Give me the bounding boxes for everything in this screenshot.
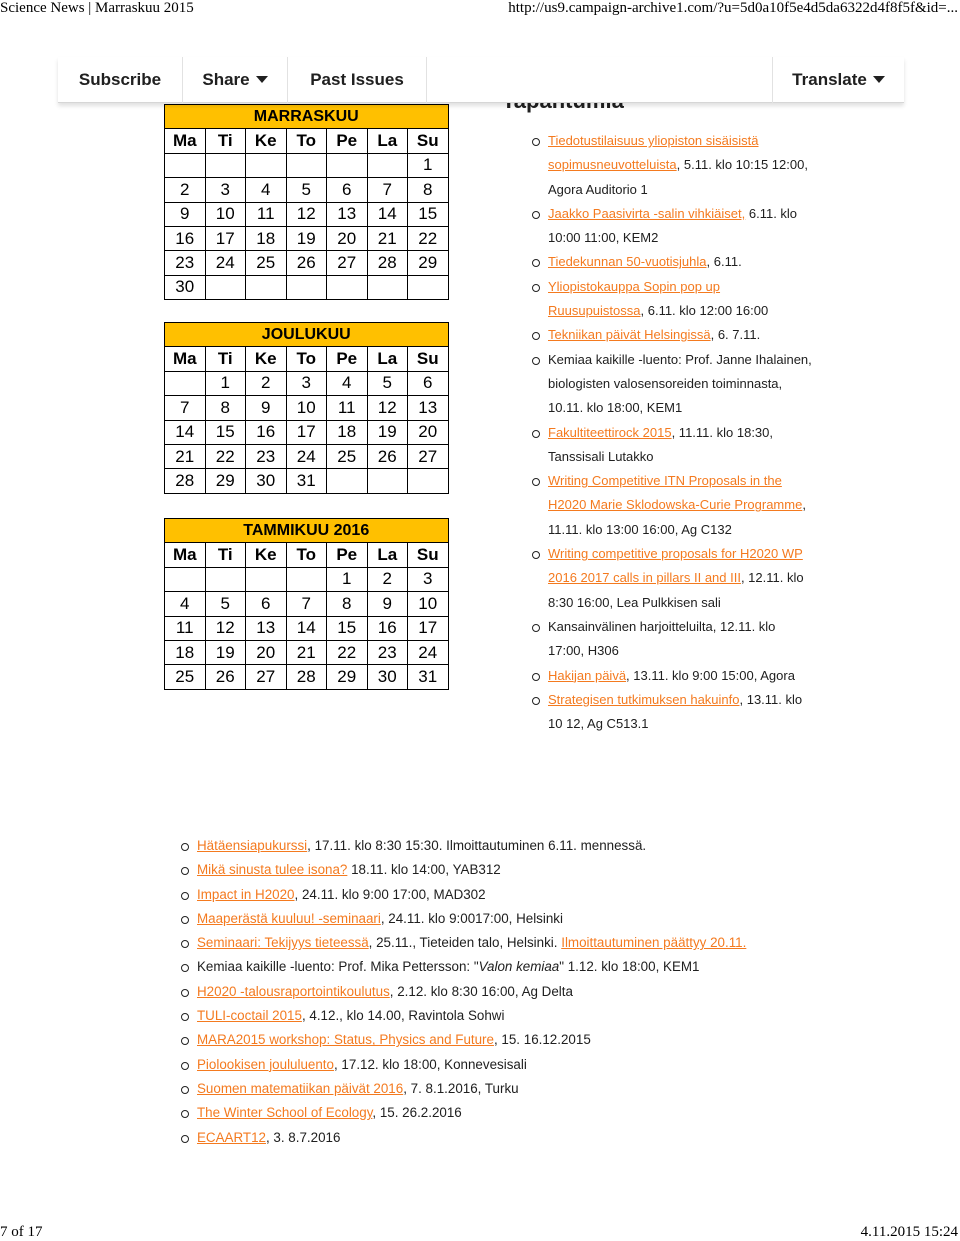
weekday-header: To [286, 347, 327, 371]
event-link[interactable]: Fakultiteettirock 2015 [548, 424, 672, 440]
event-link[interactable]: Piolookisen joululuento [197, 1056, 334, 1072]
event-details: , 11.11. klo 18:30, Tanssisali Lutakko [548, 424, 774, 464]
calendar-day: 22 [205, 444, 246, 468]
calendar-day [205, 567, 246, 591]
event-details: , 4.12., klo 14.00, Ravintola Sohwi [301, 1008, 505, 1024]
event-item [183, 858, 883, 882]
subscribe-label: Subscribe [78, 70, 162, 89]
weekday-header: Pe [327, 347, 368, 371]
event-details: , 6.11. [706, 254, 742, 270]
calendar-day: 19 [205, 640, 246, 664]
calendar-day: 3 [205, 178, 246, 202]
print-header [0, 0, 960, 20]
calendar-day: 15 [408, 202, 449, 226]
calendar-day [327, 153, 368, 177]
calendar-day: 7 [165, 396, 206, 420]
event-link[interactable]: Impact in H2020 [197, 886, 295, 902]
event-link[interactable]: Tiedekunnan 50-vuotisjuhla [548, 254, 707, 270]
event-link[interactable]: ECAART12 [197, 1129, 266, 1145]
event-link[interactable]: Mikä sinusta tulee isona? [197, 862, 348, 878]
calendar-day: 3 [408, 567, 449, 591]
calendar-day: 1 [408, 153, 449, 177]
event-item [183, 1004, 883, 1028]
event-item [183, 931, 883, 955]
calendar-day: 21 [165, 444, 206, 468]
print-footer [0, 1224, 960, 1241]
calendar-day: 10 [205, 202, 246, 226]
weekday-header: Ti [205, 543, 246, 567]
calendar-day: 6 [408, 371, 449, 395]
calendar-day: 31 [286, 469, 327, 493]
calendar-day: 6 [327, 178, 368, 202]
calendar-day: 26 [286, 251, 327, 275]
calendar-day: 28 [165, 469, 206, 493]
event-item [183, 907, 883, 931]
calendar-day: 11 [246, 202, 287, 226]
calendar-day: 23 [246, 444, 287, 468]
calendar-day: 10 [408, 592, 449, 616]
calendar-day: 9 [246, 396, 287, 420]
calendar-day: 17 [286, 420, 327, 444]
calendar-day: 9 [367, 592, 408, 616]
event-link[interactable]: TULI-coctail 2015 [197, 1008, 302, 1024]
calendar-day: 16 [246, 420, 287, 444]
calendar-day: 5 [367, 371, 408, 395]
calendar-day: 25 [246, 251, 287, 275]
event-link[interactable]: H2020 -talousraportointikoulutus [197, 983, 390, 999]
event-link[interactable]: Ilmoittautuminen päättyy 20.11. [561, 935, 747, 951]
calendar-day: 20 [408, 420, 449, 444]
event-details: , 13.11. klo 10 12, Ag C513.1 [548, 691, 803, 732]
calendar-day: 20 [246, 640, 287, 664]
calendar-day: 9 [165, 202, 206, 226]
calendar-day [327, 275, 368, 299]
calendar-day: 1 [327, 567, 368, 591]
calendar-day: 5 [286, 178, 327, 202]
calendar-day: 14 [367, 202, 408, 226]
calendar-day: 22 [408, 226, 449, 250]
weekday-header: Ke [246, 543, 287, 567]
weekday-header: Ma [165, 347, 206, 371]
calendar-day: 12 [205, 616, 246, 640]
calendar-day [205, 153, 246, 177]
calendar-day: 16 [165, 226, 206, 250]
event-details: , 13.11. klo 9:00 15:00, Agora [626, 667, 795, 683]
event-details: , 3. 8.7.2016 [265, 1129, 341, 1145]
event-link[interactable]: Suomen matematiikan päivät 2016 [197, 1080, 404, 1096]
event-item [534, 542, 814, 615]
event-item [534, 275, 814, 324]
event-item [534, 469, 814, 542]
weekday-header: Ma [165, 543, 206, 567]
calendar-day: 11 [327, 396, 368, 420]
event-title-emphasis: Valon kemiaa [478, 959, 560, 975]
calendar-day [286, 153, 327, 177]
calendar-day: 27 [408, 444, 449, 468]
calendar-january [164, 518, 449, 690]
calendar-day: 10 [286, 396, 327, 420]
weekday-header: La [367, 347, 408, 371]
event-link[interactable]: Strategisen tutkimuksen hakuinfo [548, 691, 740, 707]
calendar-day: 29 [327, 665, 368, 689]
calendar-day: 26 [367, 444, 408, 468]
calendar-november [164, 104, 449, 300]
calendar-day: 28 [367, 251, 408, 275]
event-details: Kemiaa kaikille -luento: Prof. Mika Pettersson: " [197, 959, 479, 975]
event-item [183, 834, 883, 858]
weekday-header: Su [408, 347, 449, 371]
event-link[interactable]: Maaperästä kuuluu! -seminaari [197, 910, 381, 926]
calendar-day: 13 [246, 616, 287, 640]
events-list [534, 129, 814, 736]
calendar-day: 18 [246, 226, 287, 250]
calendar-day [246, 567, 287, 591]
calendar-day: 20 [327, 226, 368, 250]
calendar-day [408, 275, 449, 299]
event-details: , 15. 16.12.2015 [493, 1032, 591, 1048]
event-details: 18.11. klo 14:00, YAB312 [347, 862, 501, 878]
calendar-day: 12 [286, 202, 327, 226]
event-details: " 1.12. klo 18:00, KEM1 [559, 959, 700, 975]
calendar-day: 8 [327, 592, 368, 616]
event-item [183, 955, 883, 979]
calendar-day: 19 [367, 420, 408, 444]
calendar-day: 18 [327, 420, 368, 444]
calendar-day: 22 [327, 640, 368, 664]
weekday-header: Pe [327, 129, 368, 153]
calendar-day: 24 [205, 251, 246, 275]
calendar-month-header: TAMMIKUU 2016 [165, 519, 449, 543]
calendar-day: 3 [286, 371, 327, 395]
calendar-day: 24 [408, 640, 449, 664]
weekday-header: Ma [165, 129, 206, 153]
page-number: 7 of 17 [0, 1224, 43, 1240]
calendar-day: 30 [246, 469, 287, 493]
calendar-day: 24 [286, 444, 327, 468]
event-link[interactable]: Yliopistokauppa Sopin pop up Ruusupuistossa [548, 278, 721, 319]
share-button[interactable] [183, 57, 288, 103]
calendar-day: 4 [165, 592, 206, 616]
weekday-header: To [286, 543, 327, 567]
event-link[interactable]: The Winter School of Ecology [197, 1105, 373, 1121]
event-item [534, 250, 814, 274]
calendar-day [246, 153, 287, 177]
calendar-day: 8 [205, 396, 246, 420]
calendar-day: 4 [327, 371, 368, 395]
calendar-day [205, 275, 246, 299]
calendar-day: 15 [327, 616, 368, 640]
calendar-day: 11 [165, 616, 206, 640]
print-header-url: http://us9.campaign-archive1.com/?u=5d0a10f5e4d5da6322d4f8f5f&id=... [508, 0, 958, 16]
weekday-header: To [286, 129, 327, 153]
calendar-day: 2 [165, 178, 206, 202]
weekday-header: Pe [327, 543, 368, 567]
event-link[interactable]: Tiedotustilaisuus yliopiston sisäisistä sopimusneuvotteluista [548, 133, 759, 173]
event-link[interactable]: MARA2015 workshop: Status, Physics and Future [197, 1032, 494, 1048]
event-item [183, 1053, 883, 1077]
calendar-day: 14 [286, 616, 327, 640]
calendar-month-header: MARRASKUU [165, 105, 449, 129]
calendar-day [165, 567, 206, 591]
weekday-header: La [367, 543, 408, 567]
calendar-day: 4 [246, 178, 287, 202]
event-details: , 12.11. klo 8:30 16:00, Lea Pulkkisen sali [548, 570, 804, 610]
event-item [183, 980, 883, 1004]
calendar-day: 18 [165, 640, 206, 664]
print-header-title: Science News | Marraskuu 2015 [0, 0, 194, 16]
calendar-day [327, 469, 368, 493]
calendar-day: 31 [408, 665, 449, 689]
calendar-day [367, 469, 408, 493]
weekday-header: Ke [246, 347, 287, 371]
event-link[interactable]: Writing Competitive ITN Proposals in the H2020 Marie Sklodowska-Curie Programme [548, 473, 803, 513]
past-issues-button[interactable] [288, 57, 427, 103]
event-item [534, 421, 814, 470]
event-item [534, 688, 814, 737]
calendar-day: 6 [246, 592, 287, 616]
calendar-day: 14 [165, 420, 206, 444]
event-details: Kansainvälinen harjoitteluilta, 12.11. klo 17:00, H306 [548, 618, 776, 659]
calendar-day: 25 [327, 444, 368, 468]
print-datetime: 4.11.2015 15:24 [860, 1224, 958, 1240]
event-details: , 11.11. klo 13:00 16:00, Ag C132 [548, 497, 806, 537]
event-details: , 5.11. klo 10:15 12:00, Agora Auditorio 1 [548, 157, 808, 197]
calendar-day: 7 [286, 592, 327, 616]
calendar-day: 23 [165, 251, 206, 275]
calendar-day [286, 275, 327, 299]
calendar-month-header: JOULUKUU [165, 323, 449, 347]
event-link[interactable]: Seminaari: Tekijyys tieteessä [197, 935, 369, 951]
calendar-day: 17 [408, 616, 449, 640]
calendar-day: 13 [327, 202, 368, 226]
calendar-day: 15 [205, 420, 246, 444]
chevron-down-icon [256, 76, 268, 83]
event-details: Kemiaa kaikille -luento: Prof. Janne Ihalainen, biologisten valosensoreiden toiminnasta, 10.11. klo 18:00, KEM1 [548, 351, 812, 416]
event-details: , 17.12. klo 18:00, Konnevesisali [333, 1056, 527, 1072]
calendar-day: 21 [367, 226, 408, 250]
calendar-day: 2 [246, 371, 287, 395]
weekday-header: Su [408, 543, 449, 567]
nav-bar [58, 57, 904, 103]
event-item [183, 883, 883, 907]
event-details: , 25.11., Tieteiden talo, Helsinki. [368, 935, 562, 951]
calendar-day [408, 469, 449, 493]
event-item [534, 323, 814, 347]
calendar-day [367, 275, 408, 299]
event-item [183, 1101, 883, 1125]
calendar-day: 23 [367, 640, 408, 664]
weekday-header: Ti [205, 347, 246, 371]
event-details: , 6. 7.11. [710, 327, 761, 343]
weekday-header: Su [408, 129, 449, 153]
calendar-day: 21 [286, 640, 327, 664]
calendar-day: 28 [286, 665, 327, 689]
event-item [183, 1077, 883, 1101]
upcoming-events-list [183, 834, 883, 1150]
event-details: , 7. 8.1.2016, Turku [403, 1080, 519, 1096]
calendar-day: 5 [205, 592, 246, 616]
calendar-day [246, 275, 287, 299]
translate-label: Translate [792, 70, 867, 89]
calendar-day: 16 [367, 616, 408, 640]
calendar-day: 19 [286, 226, 327, 250]
event-link[interactable]: Tekniikan päivät Helsingissä [548, 327, 711, 343]
calendar-day: 30 [165, 275, 206, 299]
past-issues-label: Past Issues [310, 70, 404, 89]
chevron-down-icon [873, 76, 885, 83]
subscribe-button[interactable] [58, 57, 183, 103]
event-item [534, 615, 814, 664]
calendar-day: 13 [408, 396, 449, 420]
calendar-day [286, 567, 327, 591]
event-link[interactable]: Hakijan päivä [548, 667, 627, 683]
event-link[interactable]: Hätäensiapukurssi [197, 838, 308, 853]
event-details: , 24.11. klo 9:00 17:00, MAD302 [294, 886, 486, 902]
calendar-day: 1 [205, 371, 246, 395]
event-item [534, 202, 814, 251]
event-item [534, 129, 814, 202]
calendar-day: 8 [408, 178, 449, 202]
calendar-day: 29 [408, 251, 449, 275]
calendar-day [367, 153, 408, 177]
event-details: , 2.12. klo 8:30 16:00, Ag Delta [389, 983, 573, 999]
event-link[interactable]: Writing competitive proposals for H2020 WP 2016 2017 calls in pillars II and III [548, 546, 803, 586]
event-item [183, 1126, 883, 1150]
event-details: , 15. 26.2.2016 [372, 1105, 462, 1121]
calendar-day: 12 [367, 396, 408, 420]
event-details: 6.11. klo 10:00 11:00, KEM2 [548, 205, 798, 246]
share-label: Share [202, 70, 250, 89]
calendar-december [164, 322, 449, 494]
weekday-header: La [367, 129, 408, 153]
event-item [534, 348, 814, 421]
calendar-day: 30 [367, 665, 408, 689]
calendar-day: 27 [246, 665, 287, 689]
calendar-day [165, 371, 206, 395]
event-item [534, 664, 814, 688]
calendar-day: 29 [205, 469, 246, 493]
translate-button[interactable] [772, 57, 904, 103]
calendar-day: 17 [205, 226, 246, 250]
calendar-day: 25 [165, 665, 206, 689]
weekday-header: Ti [205, 129, 246, 153]
event-details: , 17.11. klo 8:30 15:30. Ilmoittautuminen 6.11. mennessä. [307, 838, 647, 853]
event-item [183, 1028, 883, 1052]
weekday-header: Ke [246, 129, 287, 153]
event-link[interactable]: Jaakko Paasivirta -salin vihkiäiset, [548, 205, 746, 221]
event-details: , 6.11. klo 12:00 16:00 [640, 303, 769, 319]
calendar-day: 26 [205, 665, 246, 689]
calendar-day: 27 [327, 251, 368, 275]
event-details: , 24.11. klo 9:0017:00, Helsinki [380, 910, 563, 926]
calendar-day: 7 [367, 178, 408, 202]
calendar-day: 2 [367, 567, 408, 591]
calendar-day [165, 153, 206, 177]
